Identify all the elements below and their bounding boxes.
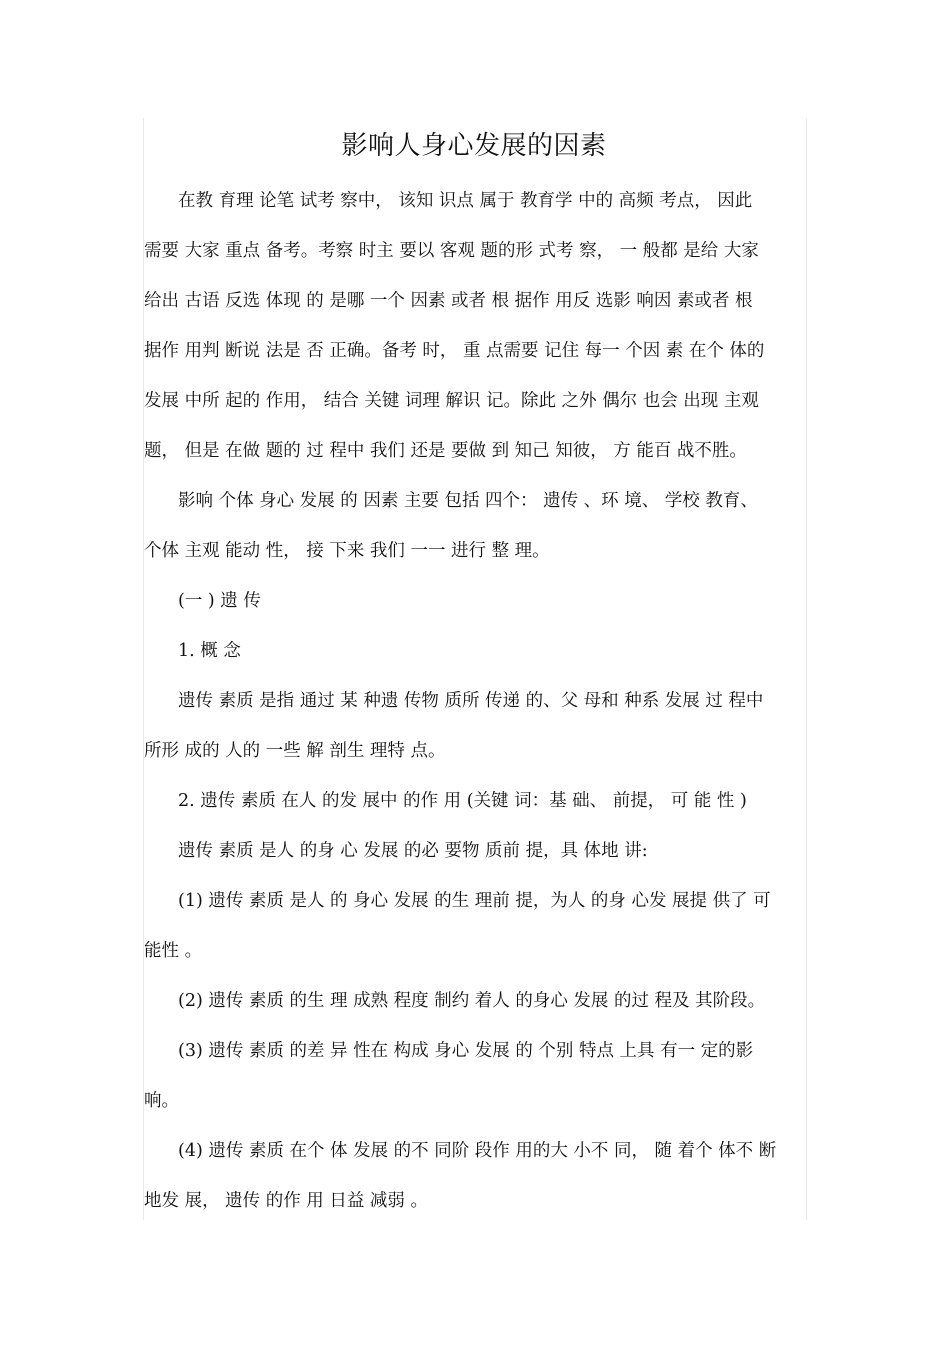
paragraph-line: 遗传 素质 是人 的身 心 发展 的必 要物 质前 提，具 体地 讲: bbox=[178, 841, 648, 861]
paragraph-line: (2) 遗传 素质 的生 理 成熟 程度 制约 着人 的身心 发展 的过 程及 其阶段。 bbox=[178, 991, 766, 1011]
heading-line: (一 ) 遗 传 bbox=[178, 591, 261, 611]
paragraph-line: 需要 大家 重点 备考。考察 时主 要以 客观 题的形 式考 察， 一 般都 是给 大家 bbox=[144, 241, 759, 261]
section-heading-heredity bbox=[144, 576, 802, 626]
list-item-2 bbox=[144, 976, 802, 1026]
paragraph-line: 响。 bbox=[144, 1091, 179, 1111]
paragraph-line: 影响 个体 身心 发展 的 因素 主要 包括 四个： 遗传 、环 境、 学校 教育、 bbox=[178, 491, 758, 511]
paragraph-line: (4) 遗传 素质 在个 体 发展 的不 同阶 段作 用的大 小不 同， 随 着个 体不 断 bbox=[178, 1141, 777, 1161]
paragraph-line: 所形 成的 人的 一些 解 剖生 理特 点。 bbox=[144, 741, 446, 761]
paragraph-intro bbox=[144, 176, 802, 476]
heading-line: 2. 遗传 素质 在人 的发 展中 的作 用 (关键 词：基 础、 前提， 可 能 性 ) bbox=[178, 791, 747, 811]
paragraph-line: 能性 。 bbox=[144, 941, 203, 961]
paragraph-line: 地发 展， 遗传 的作 用 日益 减弱 。 bbox=[144, 1191, 428, 1211]
document-title: 影响人身心发展的因素 bbox=[341, 131, 607, 161]
paragraph-role-intro bbox=[144, 826, 802, 876]
list-item-3 bbox=[144, 1026, 802, 1126]
paragraph-definition bbox=[144, 676, 802, 776]
list-item-1 bbox=[144, 876, 802, 976]
page-frame-right-rule bbox=[806, 118, 807, 1220]
paragraph-line: 个体 主观 能动 性， 接 下来 我们 一一 进行 整 理。 bbox=[144, 541, 550, 561]
paragraph-line: (3) 遗传 素质 的差 异 性在 构成 身心 发展 的 个别 特点 上具 有一 定的影 bbox=[178, 1041, 754, 1061]
subheading-role bbox=[144, 776, 802, 826]
heading-line: 1. 概 念 bbox=[178, 641, 241, 661]
paragraph-line: 发展 中所 起的 作用， 结合 关键 词理 解识 记。除此 之外 偶尔 也会 出现 主观 bbox=[144, 391, 759, 411]
paragraph-line: 遗传 素质 是指 通过 某 种遗 传物 质所 传递 的、父 母和 种系 发展 过 程中 bbox=[178, 691, 764, 711]
paragraph-line: 给出 古语 反选 体现 的 是哪 一个 因素 或者 根 据作 用反 选影 响因 素或者 根 bbox=[144, 291, 753, 311]
paragraph-factors bbox=[144, 476, 802, 576]
subheading-concept bbox=[144, 626, 802, 676]
list-item-4 bbox=[144, 1126, 802, 1226]
paragraph-line: 在教 育理 论笔 试考 察中， 该知 识点 属于 教育学 中的 高频 考点， 因此 bbox=[178, 191, 753, 211]
paragraph-line: 题， 但是 在做 题的 过 程中 我们 还是 要做 到 知己 知彼， 方 能百 战不胜。 bbox=[144, 441, 747, 461]
paragraph-line: (1) 遗传 素质 是人 的 身心 发展 的生 理前 提，为人 的身 心发 展提 供了 可 bbox=[178, 891, 771, 911]
paragraph-line: 据作 用判 断说 法是 否 正确。备考 时， 重 点需要 记住 每一 个因 素 在个 体的 bbox=[144, 341, 765, 361]
